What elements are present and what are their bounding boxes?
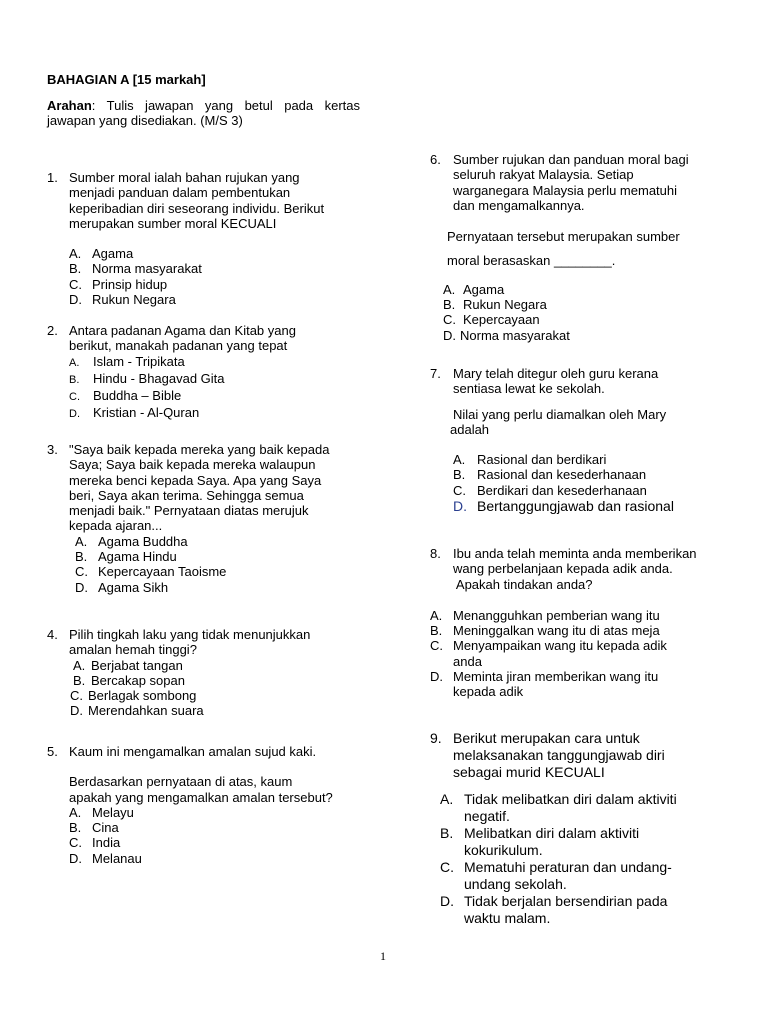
option-d[interactable] [440, 893, 677, 910]
statement-line: Pernyataan tersebut merupakan sumber [447, 229, 680, 245]
option-letter: A. [453, 452, 466, 468]
option-letter: D. [70, 703, 83, 719]
question-text-line: wang perbelanjaan kepada adik anda. [453, 561, 673, 577]
question-number: 4. [47, 627, 58, 642]
question-number: 3. [47, 442, 58, 457]
question-text-line: menjadi baik." Pernyataan diatas merujuk [69, 503, 309, 519]
option-text: Melayu [92, 804, 134, 820]
option-letter: C. [453, 482, 466, 498]
option-letter: D. [430, 669, 443, 685]
option-letter: D. [69, 850, 82, 866]
question-text-line: Kaum ini mengamalkan amalan sujud kaki. [69, 744, 317, 759]
option-letter: D. [69, 292, 82, 308]
option-letter: C. [69, 276, 82, 292]
option-a[interactable] [75, 534, 329, 549]
section-title: BAHAGIAN A [15 markah] [47, 72, 206, 87]
option-c[interactable] [69, 388, 296, 405]
option-text: Rasional dan kesederhanaan [477, 467, 647, 483]
question-text-line: Apakah tindakan anda? [453, 576, 593, 592]
question-number: 5. [47, 744, 58, 759]
option-d-continued: kepada adik [453, 684, 524, 700]
question-text-line: Saya; Saya baik kepada mereka walaupun [69, 457, 316, 473]
option-a[interactable] [73, 658, 310, 673]
option-letter: B. [69, 820, 82, 836]
option-letter: B. [430, 623, 443, 639]
option-letter: C. [440, 859, 454, 875]
option-c[interactable] [453, 483, 674, 498]
option-a[interactable] [69, 354, 296, 371]
question-9 [430, 730, 677, 927]
option-c[interactable] [69, 835, 333, 850]
question-4 [47, 627, 310, 719]
option-text: Hindu - Bhagavad Gita [93, 370, 225, 386]
question-text-line: Berdasarkan pernyataan di atas, kaum [69, 774, 293, 790]
question-text-line: apakah yang mengamalkan amalan tersebut? [69, 789, 333, 805]
option-b[interactable] [73, 673, 310, 688]
question-number: 6. [430, 152, 441, 167]
question-text-line: kepada ajaran... [69, 518, 163, 534]
option-letter: B. [73, 672, 86, 688]
option-letter: D. [453, 498, 467, 515]
question-1 [47, 170, 324, 307]
option-letter: A. [443, 281, 456, 297]
option-text: Prinsip hidup [92, 276, 168, 292]
option-d[interactable] [70, 703, 310, 718]
option-text: Agama [92, 246, 134, 262]
option-d[interactable] [69, 292, 324, 307]
question-text-line: menjadi panduan dalam pembentukan [69, 185, 291, 201]
option-letter: C. [69, 391, 80, 404]
option-c[interactable] [430, 638, 697, 653]
question-text-line: amalan hemah tinggi? [69, 642, 197, 658]
question-text-line: keperibadian diri seseorang individu. Berikut [69, 200, 325, 216]
question-text-line: "Saya baik kepada mereka yang baik kepada [69, 442, 330, 457]
question-6 [430, 152, 689, 343]
option-b[interactable] [443, 297, 689, 312]
question-7 [430, 366, 674, 515]
instruction-text: : Tulis jawapan yang betul pada kertas [91, 98, 360, 113]
question-text-line: warganegara Malaysia perlu mematuhi [453, 182, 678, 198]
option-b[interactable] [69, 371, 296, 388]
option-text: Menangguhkan pemberian wang itu [453, 607, 660, 623]
option-letter: C. [430, 638, 443, 654]
option-b[interactable] [430, 623, 697, 638]
option-letter: A. [69, 804, 82, 820]
option-c-continued: anda [453, 653, 482, 669]
option-text: Norma masyarakat [92, 261, 202, 277]
question-number: 2. [47, 323, 58, 338]
question-text-line: seluruh rakyat Malaysia. Setiap [453, 167, 634, 183]
instruction-line-2: jawapan yang disediakan. (M/S 3) [47, 113, 243, 129]
option-text: Melibatkan diri dalam aktiviti [464, 825, 640, 841]
question-text-line: Ibu anda telah meminta anda memberikan [453, 546, 697, 561]
option-text: Meninggalkan wang itu di atas meja [453, 623, 660, 639]
question-text-line: dan mengamalkannya. [453, 197, 585, 213]
option-text: Tidak melibatkan diri dalam aktiviti [464, 791, 677, 807]
option-text: Norma masyarakat [460, 327, 570, 343]
option-letter: A. [430, 607, 443, 623]
question-3 [47, 442, 329, 595]
question-text-line: Antara padanan Agama dan Kitab yang [69, 323, 296, 338]
option-a[interactable] [69, 805, 333, 820]
instruction-label: Arahan [47, 98, 92, 113]
option-text: Meminta jiran memberikan wang itu [453, 669, 659, 685]
option-b-continued: kokurikulum. [464, 842, 543, 858]
option-letter: A. [440, 791, 454, 807]
page-number: 1 [380, 949, 386, 963]
option-letter: D. [75, 579, 88, 595]
option-text: Kepercayaan Taoisme [98, 564, 227, 580]
question-text-line: sentiasa lewat ke sekolah. [453, 381, 605, 397]
option-d[interactable] [443, 328, 689, 343]
option-text: Kepercayaan [463, 312, 540, 328]
instruction-line-1 [47, 98, 360, 113]
option-letter: D. [443, 327, 456, 343]
option-d[interactable] [69, 851, 333, 866]
option-letter: D. [440, 893, 454, 909]
sub-question-line: adalah [450, 421, 490, 437]
option-letter: B. [69, 373, 80, 386]
option-b[interactable] [453, 467, 674, 482]
option-text: Berjabat tangan [91, 657, 183, 673]
option-text: Agama Sikh [98, 579, 169, 595]
option-letter: C. [69, 835, 82, 851]
option-text: Berlagak sombong [88, 688, 197, 704]
option-text: Bercakap sopan [91, 672, 185, 688]
option-text: India [92, 835, 121, 851]
option-letter: B. [440, 825, 454, 841]
question-text-line: Berikut merupakan cara untuk [453, 730, 640, 746]
option-text: Buddha – Bible [93, 388, 182, 404]
option-a[interactable] [440, 791, 677, 808]
option-a[interactable] [453, 452, 674, 467]
option-text: Islam - Tripikata [93, 353, 185, 369]
option-text: Melanau [92, 850, 142, 866]
option-text: Agama Hindu [98, 549, 177, 565]
option-b[interactable] [75, 549, 329, 564]
option-c[interactable] [70, 688, 310, 703]
option-text: Cina [92, 820, 119, 836]
option-letter: C. [443, 312, 456, 328]
option-text: Mematuhi peraturan dan undang- [464, 859, 672, 875]
option-letter: B. [69, 261, 82, 277]
option-a[interactable] [443, 282, 689, 297]
option-text: Agama Buddha [98, 533, 188, 549]
question-text-line: Mary telah ditegur oleh guru kerana [453, 366, 659, 381]
option-text: Bertanggungjawab dan rasional [477, 498, 674, 515]
question-2 [47, 323, 296, 423]
option-letter: C. [70, 688, 83, 704]
option-text: Rukun Negara [92, 292, 176, 308]
option-text: Berdikari dan kesederhanaan [477, 482, 647, 498]
option-b[interactable] [69, 820, 333, 835]
option-text: Tidak berjalan bersendirian pada [464, 893, 668, 909]
option-d[interactable] [453, 498, 674, 515]
option-letter: B. [453, 467, 466, 483]
option-letter: A. [69, 356, 80, 369]
option-text: Agama [463, 281, 505, 297]
question-text-line: sebagai murid KECUALI [453, 764, 605, 780]
option-text: Kristian - Al-Quran [93, 405, 200, 421]
question-text-line: merupakan sumber moral KECUALI [69, 215, 277, 231]
option-letter: A. [69, 246, 82, 262]
question-text-line: melaksanakan tanggungjawab diri [453, 747, 665, 763]
instructions [47, 98, 360, 129]
question-text-line: beri, Saya akan terima. Sehingga semua [69, 487, 304, 503]
question-text-line: Sumber rujukan dan panduan moral bagi [453, 152, 689, 167]
question-number: 1. [47, 170, 58, 185]
option-letter: A. [75, 533, 88, 549]
question-number: 8. [430, 546, 441, 561]
option-c-continued: undang sekolah. [464, 876, 567, 892]
question-text-line: berikut, manakah padanan yang tepat [69, 338, 288, 354]
question-number: 7. [430, 366, 441, 381]
option-text: Merendahkan suara [88, 703, 204, 719]
option-c[interactable] [443, 312, 689, 327]
option-a-continued: negatif. [464, 808, 510, 824]
option-letter: C. [75, 564, 88, 580]
option-d-continued: waktu malam. [464, 910, 551, 926]
option-text: Menyampaikan wang itu kepada adik [453, 638, 667, 654]
question-8 [430, 546, 697, 700]
option-a[interactable] [430, 608, 697, 623]
question-text-line: Pilih tingkah laku yang tidak menunjukkan [69, 627, 311, 642]
option-letter: A. [73, 657, 86, 673]
option-letter: D. [69, 408, 80, 421]
option-text: Rukun Negara [463, 297, 547, 313]
option-d[interactable] [430, 669, 697, 684]
option-c[interactable] [440, 859, 677, 876]
question-text-line: Sumber moral ialah bahan rujukan yang [69, 170, 300, 185]
question-text-line: mereka benci kepada Saya. Apa yang Saya [69, 472, 322, 488]
option-c[interactable] [75, 564, 329, 579]
option-d[interactable] [69, 405, 296, 422]
question-number: 9. [430, 730, 442, 746]
statement-line: moral berasaskan ________. [447, 253, 616, 269]
option-c[interactable] [69, 277, 324, 292]
option-d[interactable] [75, 580, 329, 595]
option-b[interactable] [440, 825, 677, 842]
option-text: Rasional dan berdikari [477, 452, 607, 468]
option-b[interactable] [69, 261, 324, 276]
sub-question-line: Nilai yang perlu diamalkan oleh Mary [453, 406, 667, 422]
question-5 [47, 744, 333, 866]
option-letter: B. [443, 297, 456, 313]
option-a[interactable] [69, 246, 324, 261]
option-letter: B. [75, 549, 88, 565]
